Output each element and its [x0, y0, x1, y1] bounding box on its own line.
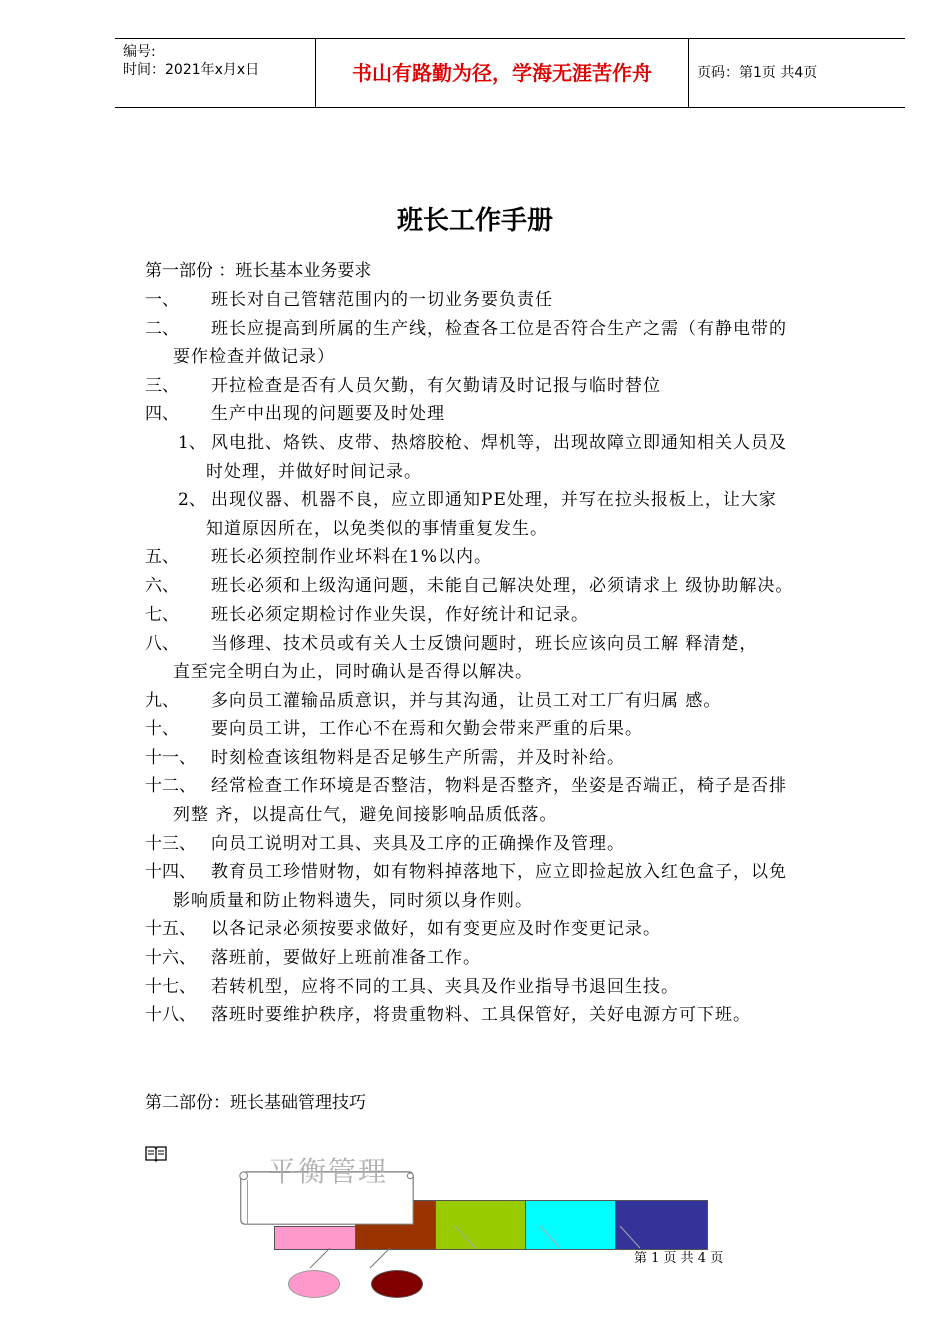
item-number: 八、 [145, 634, 179, 654]
item-number: 六、 [145, 576, 179, 596]
item-number: 三、 [145, 376, 179, 396]
item-text: 时刻检查该组物料是否足够生产所需，并及时补给。 [211, 748, 625, 768]
item-number: 十五、 [145, 919, 196, 939]
item-number: 2、 [178, 490, 206, 510]
item-number: 七、 [145, 605, 179, 625]
part2-heading: 第二部份：班长基础管理技巧 [145, 1093, 366, 1113]
item-number: 十三、 [145, 834, 196, 854]
item-text: 班长必须定期检讨作业失误，作好统计和记录。 [211, 605, 589, 625]
ellipse-maroon [371, 1270, 423, 1298]
item-text: 经常检查工作环境是否整洁，物料是否整齐，坐姿是否端正，椅子是否排 [211, 776, 787, 796]
time-label: 时间：2021年x月x日 [123, 62, 260, 78]
item-text: 当修理、技术员或有关人士反馈问题时，班长应该向员工解 释清楚， [211, 634, 758, 654]
item-number: 十二、 [145, 776, 196, 796]
item-number: 五、 [145, 547, 179, 567]
item-text: 班长必须控制作业坏料在1%以内。 [211, 547, 492, 567]
part1-heading: 第一部份 ：班长基本业务要求 [145, 261, 372, 281]
item-text: 多向员工灌输品质意识，并与其沟通，让员工对工厂有归属 感。 [211, 691, 722, 711]
item-number: 十七、 [145, 977, 196, 997]
page-label: 页码：第1页 共4页 [697, 65, 818, 81]
item-text: 要作检查并做记录） [173, 347, 335, 367]
item-text: 教育员工珍惜财物，如有物料掉落地下，应立即捡起放入红色盒子，以免 [211, 862, 787, 882]
item-text: 班长必须和上级沟通问题，未能自己解决处理，必须请求上 级协助解决。 [211, 576, 794, 596]
item-text: 向员工说明对工具、夹具及工序的正确操作及管理。 [211, 834, 625, 854]
item-number: 二、 [145, 319, 179, 339]
item-text: 生产中出现的问题要及时处理 [211, 404, 445, 424]
number-label: 编号: [123, 44, 156, 60]
page-header [115, 38, 905, 108]
header-meta [115, 39, 316, 107]
item-text: 落班前，要做好上班前准备工作。 [211, 948, 481, 968]
item-text: 开拉检查是否有人员欠勤，有欠勤请及时记报与临时替位 [211, 376, 661, 396]
item-text: 列整 齐，以提高仕气，避免间接影响品质低落。 [173, 805, 558, 825]
ellipse-pink [288, 1270, 340, 1298]
book-icon [145, 1144, 167, 1162]
motto: 书山有路勤为径，学海无涯苦作舟 [316, 39, 689, 107]
item-number: 一、 [145, 290, 179, 310]
item-number: 十四、 [145, 862, 196, 882]
item-number: 九、 [145, 691, 179, 711]
item-text: 出现仪器、机器不良，应立即通知PE处理，并写在拉头报板上，让大家 [211, 490, 777, 510]
page-footer: 第 1 页 共 4 页 [634, 1251, 724, 1266]
item-text: 时处理，并做好时间记录。 [206, 462, 422, 482]
item-text: 影响质量和防止物料遗失，同时须以身作则。 [173, 891, 533, 911]
item-text: 知道原因所在，以免类似的事情重复发生。 [206, 519, 548, 539]
item-text: 要向员工讲，工作心不在焉和欠勤会带来严重的后果。 [211, 719, 643, 739]
item-number: 十、 [145, 719, 179, 739]
item-text: 直至完全明白为止，同时确认是否得以解决。 [173, 662, 533, 682]
diagram-title: 平衡管理 [268, 1155, 389, 1188]
item-text: 风电批、烙铁、皮带、热熔胶枪、焊机等，出现故障立即通知相关人员及 [211, 433, 787, 453]
item-number: 十六、 [145, 948, 196, 968]
item-number: 十一、 [145, 748, 196, 768]
item-number: 1、 [178, 433, 206, 453]
item-text: 以各记录必须按要求做好，如有变更应及时作变更记录。 [211, 919, 661, 939]
item-number: 十八、 [145, 1005, 196, 1025]
document-title: 班长工作手册 [396, 206, 553, 236]
item-text: 班长应提高到所属的生产线，检查各工位是否符合生产之需（有静电带的 [211, 319, 787, 339]
item-text: 班长对自己管辖范围内的一切业务要负责任 [211, 290, 553, 310]
item-text: 落班时要维护秩序，将贵重物料、工具保管好，关好电源方可下班。 [211, 1005, 751, 1025]
item-text: 若转机型，应将不同的工具、夹具及作业指导书退回生技。 [211, 977, 679, 997]
item-number: 四、 [145, 404, 179, 424]
